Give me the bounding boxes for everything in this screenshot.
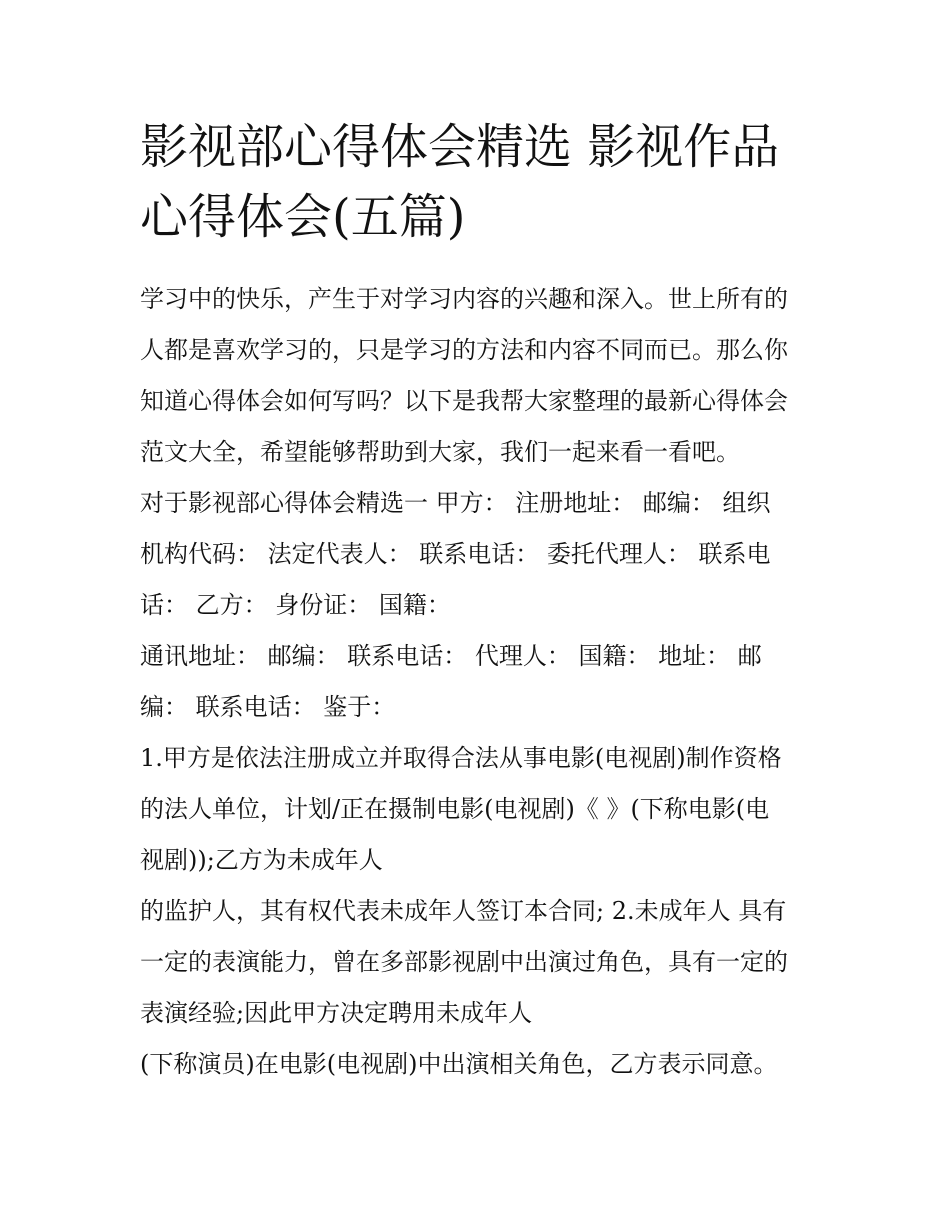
text-line: 人都是喜欢学习的，只是学习的方法和内容不同而已。那么你 bbox=[140, 336, 788, 364]
text-line: 一定的表演能力，曾在多部影视剧中出演过角色，具有一定的 bbox=[140, 948, 788, 976]
text-line: 1.甲方是依法注册成立并取得合法从事电影(电视剧)制作资格 bbox=[140, 744, 782, 772]
text-line: 学习中的快乐，产生于对学习内容的兴趣和深入。世上所有的 bbox=[140, 285, 788, 313]
paragraph-clause-2 bbox=[140, 886, 816, 1039]
text-line: 机构代码： 法定代表人： 联系电话： 委托代理人： 联系电 bbox=[140, 540, 771, 568]
paragraph-intro bbox=[140, 274, 816, 478]
title-line: 影视部心得体会精选 影视作品 bbox=[140, 119, 780, 175]
document-page bbox=[140, 112, 816, 1090]
paragraph-clause-3 bbox=[140, 1039, 816, 1090]
text-line: 对于影视部心得体会精选一 甲方： 注册地址： 邮编： 组织 bbox=[140, 489, 771, 517]
text-line: 视剧));乙方为未成年人 bbox=[140, 846, 383, 874]
text-line: 的监护人，其有权代表未成年人签订本合同; 2.未成年人 具有 bbox=[140, 897, 787, 925]
text-line: 话： 乙方： 身份证： 国籍： bbox=[140, 591, 451, 619]
paragraph-clause-1 bbox=[140, 733, 816, 886]
paragraph-party-b bbox=[140, 631, 816, 733]
text-line: 的法人单位，计划/正在摄制电影(电视剧)《 》(下称电影(电 bbox=[140, 795, 770, 823]
text-line: 范文大全，希望能够帮助到大家，我们一起来看一看吧。 bbox=[140, 438, 740, 466]
paragraph-party-a bbox=[140, 478, 816, 631]
text-line: 通讯地址： 邮编： 联系电话： 代理人： 国籍： 地址： 邮 bbox=[140, 642, 762, 670]
text-line: 编： 联系电话： 鉴于： bbox=[140, 693, 396, 721]
document-title bbox=[140, 112, 816, 252]
text-line: 知道心得体会如何写吗？以下是我帮大家整理的最新心得体会 bbox=[140, 387, 788, 415]
text-line: 表演经验;因此甲方决定聘用未成年人 bbox=[140, 999, 533, 1027]
title-line: 心得体会(五篇) bbox=[140, 189, 466, 245]
text-line: (下称演员)在电影(电视剧)中出演相关角色，乙方表示同意。 bbox=[140, 1050, 778, 1078]
